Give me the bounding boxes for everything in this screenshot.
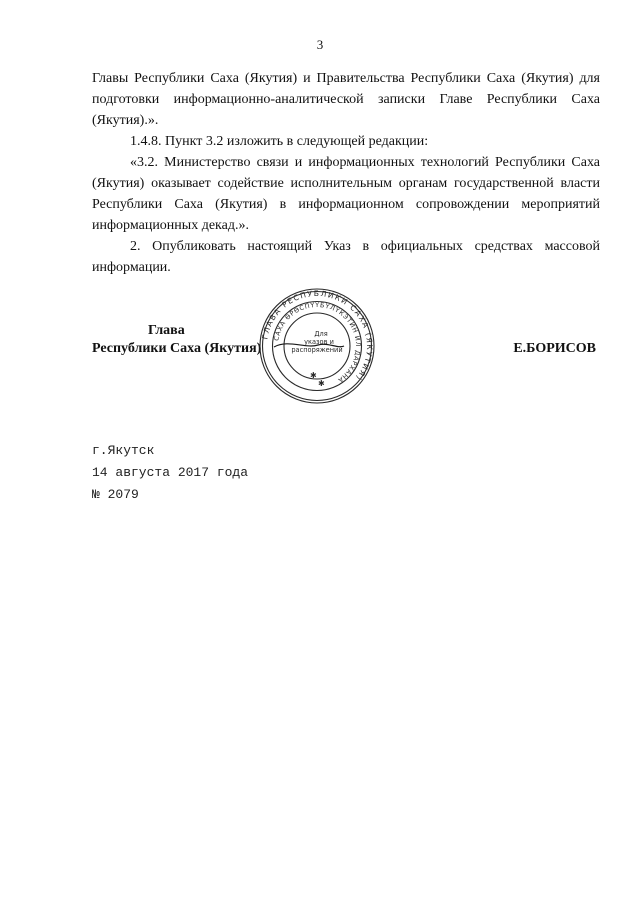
seal-center-line-1: Для: [314, 330, 328, 338]
signatory-name: Е.БОРИСОВ: [513, 341, 596, 356]
seal-star-icon: ✱: [318, 379, 325, 388]
decree-date: 14 августа 2017 года: [92, 465, 249, 480]
signatory-title-line-1: Глава: [148, 323, 185, 338]
official-seal-stamp: [258, 287, 376, 405]
seal-center-line-3: распоряжений: [291, 346, 343, 354]
page-number: 3: [316, 37, 324, 52]
paragraph-publication: 2. Опубликовать настоящий Указ в официальных средствах массовой информации.: [92, 239, 600, 275]
paragraph-amendment-heading: 1.4.8. Пункт 3.2 изложить в следующей редакции:: [130, 134, 429, 149]
paragraph-amendment-text: «3.2. Министерство связи и информационных технологий Республики Саха (Якутия) оказывает содействие исполнительным органам государственной власти Республики Саха (Якутия) в информационном сопровождении мероприятий информационных декад.».: [92, 155, 600, 233]
seal-center-line-2: указов и: [304, 338, 334, 346]
decree-body: [92, 68, 600, 278]
decree-metadata: [92, 440, 248, 506]
seal-inner-text: САХА ӨРӨСПҮҮБҮЛҮКЭТИН ИЛ ДАРХАНА: [272, 300, 363, 385]
paragraph-continuation: Главы Республики Саха (Якутия) и Правительства Республики Саха (Якутия) для подготовки информационно-аналитической записки Главе Республики Саха (Якутия).».: [92, 71, 600, 128]
decree-number: № 2079: [92, 487, 139, 502]
seal-star-icon: ✱: [310, 371, 317, 380]
signatory-title-line-2: Республики Саха (Якутия): [92, 341, 262, 356]
place-of-signing: г.Якутск: [92, 443, 155, 458]
seal-outer-text: ГЛАВА РЕСПУБЛИКИ САХА (ЯКУТИЯ): [260, 288, 375, 383]
